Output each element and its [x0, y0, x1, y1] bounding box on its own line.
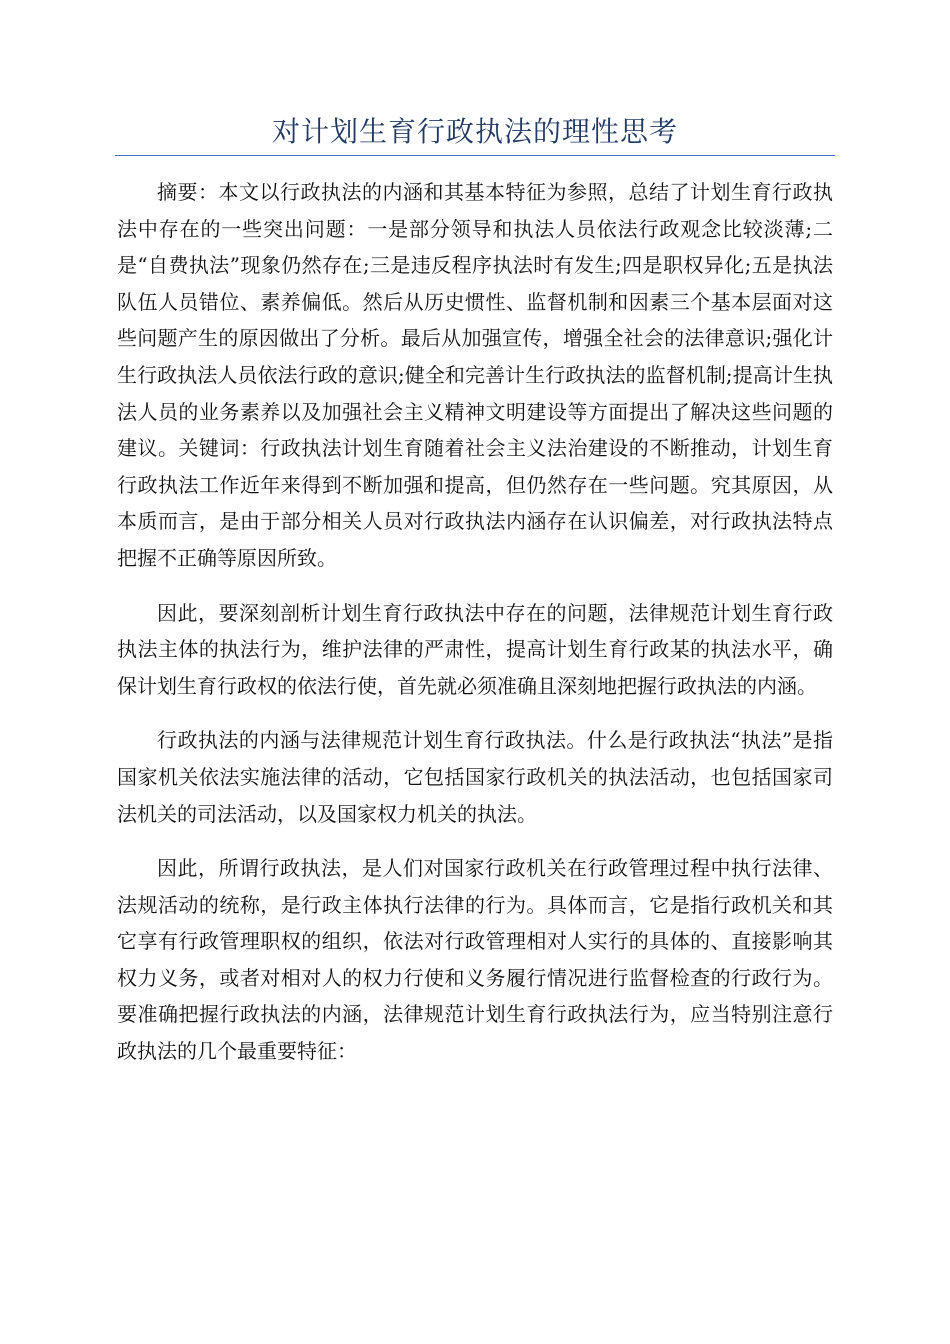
- document-body: [117, 174, 833, 1088]
- paragraph-2: 因此，要深刻剖析计划生育行政执法中存在的问题，法律规范计划生育行政执法主体的执法行为，维护法律的严肃性，提高计划生育行政某的执法水平，确保计划生育行政权的依法行使，首先就必须准确且深刻地把握行政执法的内涵。: [117, 600, 833, 698]
- document-title: 对计划生育行政执法的理性思考: [271, 115, 678, 148]
- title-underline: [115, 155, 835, 156]
- paragraph-4: 因此，所谓行政执法，是人们对国家行政机关在行政管理过程中执行法律、法规活动的统称，是行政主体执行法律的行为。具体而言，它是指行政机关和其它享有行政管理职权的组织，依法对行政管理相对人实行的具体的、直接影响其权力义务，或者对相对人的权力行使和义务履行情况进行监督检查的行政行为。要准确把握行政执法的内涵，法律规范计划生育行政执法行为，应当特别注意行政执法的几个最重要特征：: [117, 856, 833, 1064]
- paragraph-abstract: 摘要：本文以行政执法的内涵和其基本特征为参照，总结了计划生育行政执法中存在的一些突出问题：一是部分领导和执法人员依法行政观念比较淡薄;二是“自费执法”现象仍然存在;三是违反程序执法时有发生;四是职权异化;五是执法队伍人员错位、素养偏低。然后从历史惯性、监督机制和因素三个基本层面对这些问题产生的原因做出了分析。最后从加强宣传，增强全社会的法律意识;强化计生行政执法人员依法行政的意识;健全和完善计生行政执法的监督机制;提高计生执法人员的业务素养以及加强社会主义精神文明建设等方面提出了解决这些问题的建议。关键词：行政执法计划生育随着社会主义法治建设的不断推动，计划生育行政执法工作近年来得到不断加强和提高，但仍然存在一些问题。究其原因，从本质而言，是由于部分相关人员对行政执法内涵存在认识偏差，对行政执法特点把握不正确等原因所致。: [117, 180, 833, 570]
- paragraph-3: 行政执法的内涵与法律规范计划生育行政执法。什么是行政执法“执法”是指国家机关依法实施法律的活动，它包括国家行政机关的执法活动，也包括国家司法机关的司法活动，以及国家权力机关的执法。: [117, 728, 833, 826]
